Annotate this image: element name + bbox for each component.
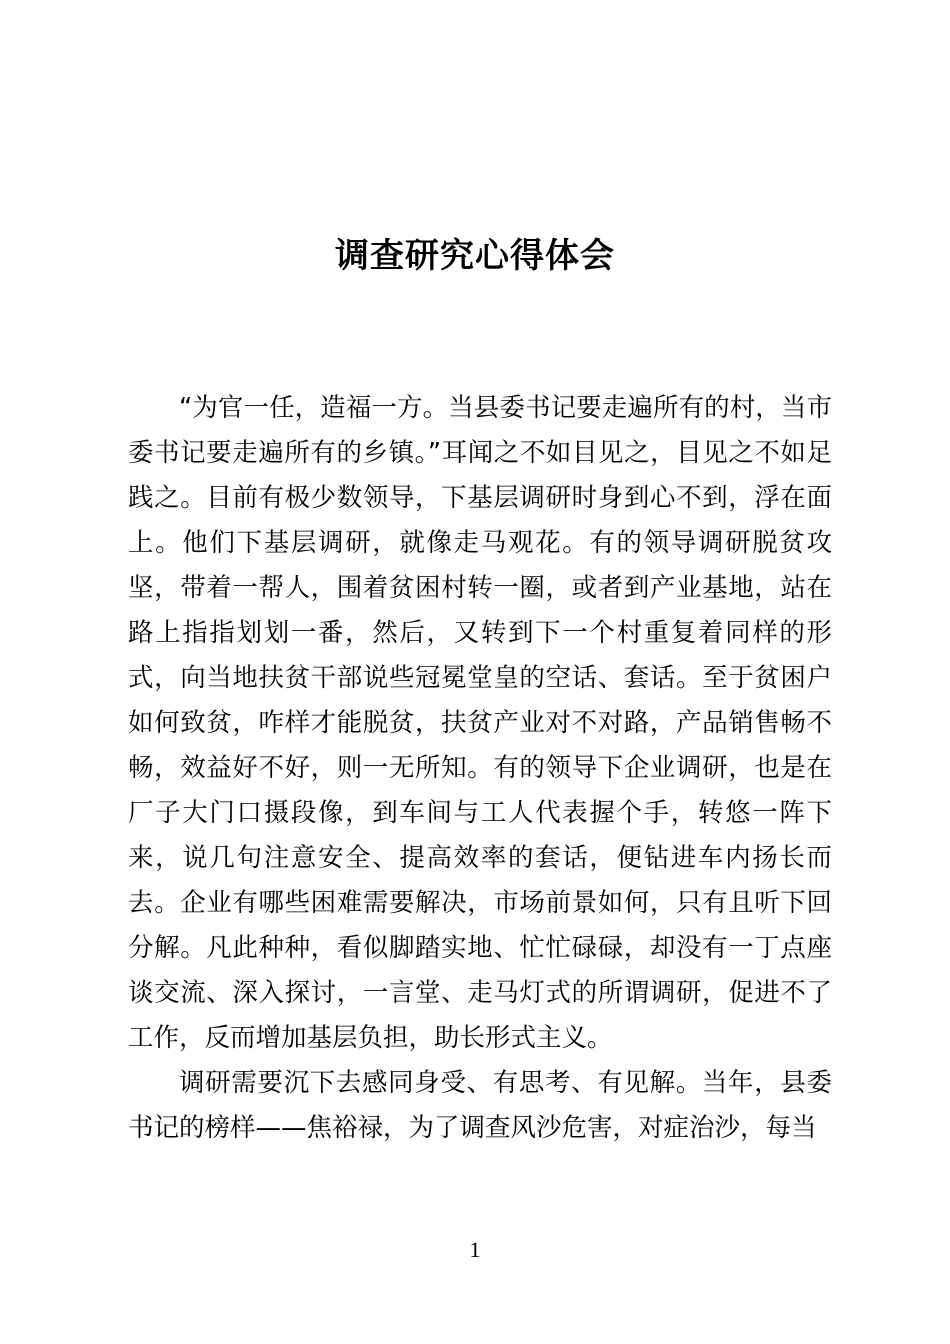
- page-number: 1: [469, 1237, 481, 1262]
- paragraph-2: 调研需要沉下去感同身受、有思考、有见解。当年，县委书记的榜样——焦裕禄，为了调查风沙危害，对症治沙，每当: [128, 1068, 832, 1143]
- document-title: 调查研究心得体会: [335, 235, 615, 276]
- paragraph-1: “为官一任，造福一方。当县委书记要走遍所有的村，当市委书记要走遍所有的乡镇。”耳闻之不如目见之，目见之不如足践之。目前有极少数领导，下基层调研时身到心不到，浮在面上。他们下基层调研，就像走马观花。有的领导调研脱贫攻坚，带着一帮人，围着贫困村转一圈，或者到产业基地，站在路上指指划划一番，然后，又转到下一个村重复着同样的形式，向当地扶贫干部说些冠冕堂皇的空话、套话。至于贫困户如何致贫，咋样才能脱贫，扶贫产业对不对路，产品销售畅不畅，效益好不好，则一无所知。有的领导下企业调研，也是在厂子大门口摄段像，到车间与工人代表握个手，转悠一阵下来，说几句注意安全、提高效率的套话，便钻进车内扬长而去。企业有哪些困难需要解决，市场前景如何，只有且听下回分解。凡此种种，看似脚踏实地、忙忙碌碌，却没有一丁点座谈交流、深入探讨，一言堂、走马灯式的所谓调研，促进不了工作，反而增加基层负担，助长形式主义。: [128, 393, 832, 1053]
- document-body: [128, 386, 832, 1151]
